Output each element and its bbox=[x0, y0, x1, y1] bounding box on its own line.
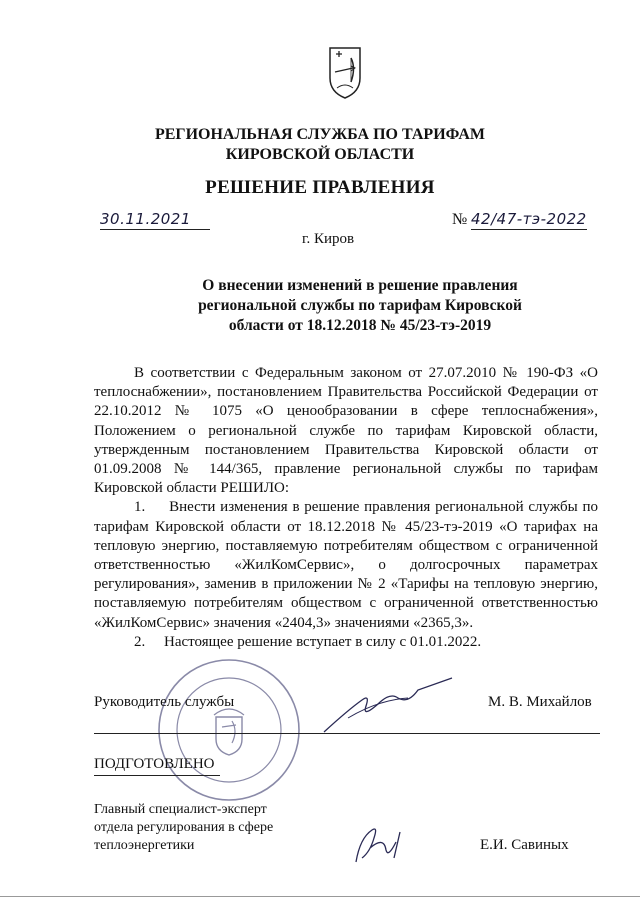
prepared-label: ПОДГОТОВЛЕНО bbox=[94, 756, 215, 772]
decision-item-1 bbox=[94, 498, 598, 632]
preamble-paragraph: В соответствии с Федеральным законом от 27.07.2010 № 190-ФЗ «О теплоснабжении», постановлением Правительства Российской Федерации от 22.10.2012 № 1075 «О ценообразовании в сфере теплоснабжения», Положением о региональной службе по тарифам Кировской области, утвержденным постановлением Правительства Кировской области от 01.09.2008 № 144/365, правление региональной службы по тарифам Кировской области РЕШИЛО: bbox=[94, 365, 598, 497]
signatory-name: М. В. Михайлов bbox=[488, 694, 592, 710]
subject-line3: области от 18.12.2018 № 45/23-тэ-2019 bbox=[228, 317, 492, 334]
number-value: 42/47-тэ-2022 bbox=[471, 210, 587, 228]
coat-of-arms-icon bbox=[327, 44, 363, 100]
decision-item-2 bbox=[94, 633, 598, 652]
decision-body bbox=[94, 364, 598, 652]
item-text: Настоящее решение вступает в силу с 01.01.2022. bbox=[164, 633, 482, 650]
item-number: 1. bbox=[134, 499, 146, 516]
preparer-name: Е.И. Савиных bbox=[480, 837, 569, 853]
official-seal-icon bbox=[154, 655, 304, 805]
position-line1: Главный специалист-эксперт bbox=[94, 802, 267, 817]
subject-line2: региональной службы по тарифам Кировской bbox=[198, 297, 522, 314]
page-bottom-edge bbox=[0, 896, 640, 897]
preparer-position bbox=[94, 801, 273, 855]
decision-date: 30.11.2021 bbox=[100, 210, 210, 230]
decision-subject bbox=[140, 276, 580, 336]
document-title: РЕШЕНИЕ ПРАВЛЕНИЯ bbox=[205, 177, 435, 198]
prepared-underline bbox=[94, 775, 220, 776]
position-line2: отдела регулирования в сфере bbox=[94, 820, 274, 835]
director-signature-icon bbox=[318, 670, 458, 740]
city: г. Киров bbox=[302, 231, 355, 247]
preparer-signature-icon bbox=[350, 818, 410, 868]
org-name-line2: КИРОВСКОЙ ОБЛАСТИ bbox=[225, 146, 415, 163]
org-name-line1: РЕГИОНАЛЬНАЯ СЛУЖБА ПО ТАРИФАМ bbox=[154, 126, 486, 143]
decision-number bbox=[452, 210, 602, 229]
item-number: 2. bbox=[134, 633, 146, 650]
number-sign: № bbox=[452, 211, 468, 228]
separator-line bbox=[94, 733, 600, 734]
signatory-role: Руководитель службы bbox=[94, 694, 235, 710]
subject-line1: О внесении изменений в решение правления bbox=[202, 277, 518, 294]
item-text: Внести изменения в решение правления региональной службы по тарифам Кировской области от 18.12.2018 № 45/23-тэ-2019 «О тарифах на тепловую энергию, поставляемую потребителям обществом с ограниченной ответственностью «ЖилКомСервис», о долгосрочных параметрах регулирования», заменив в приложении № 2 «Тарифы на тепловую энергию, поставляемую потребителям обществом с ограниченной ответственностью «ЖилКомСервис» значения «2404,3» значениями «2365,3». bbox=[94, 499, 599, 631]
position-line3: теплоэнергетики bbox=[94, 838, 195, 853]
